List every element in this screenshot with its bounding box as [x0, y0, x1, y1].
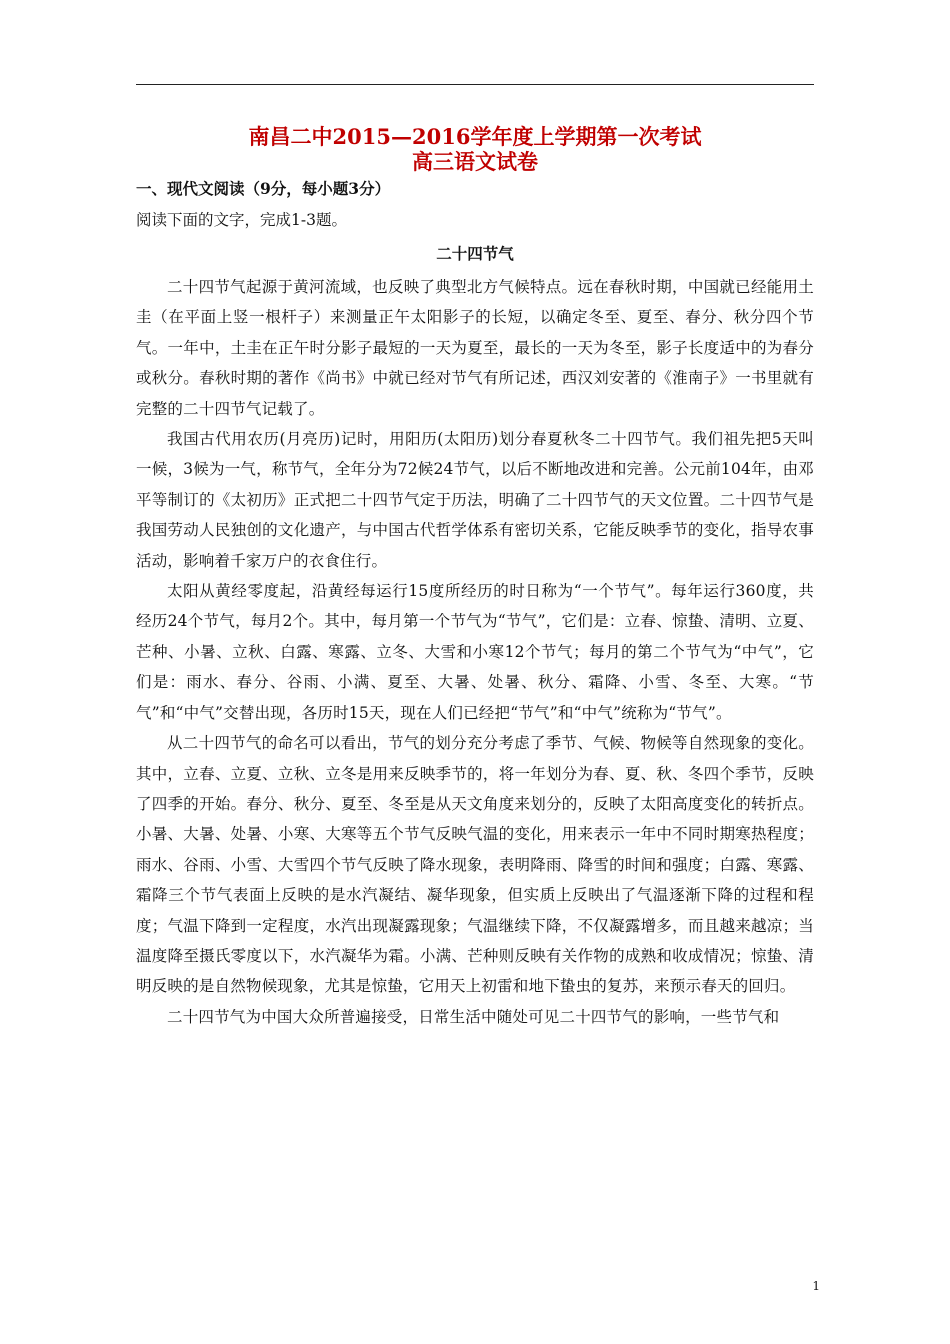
article-paragraph-1: 二十四节气起源于黄河流域，也反映了典型北方气候特点。远在春秋时期，中国就已经能用土圭（在平面上竖一根杆子）来测量正午太阳影子的长短，以确定冬至、夏至、春分、秋分四个节气。一年中，土圭在正午时分影子最短的一天为夏至，最长的一天为冬至，影子长度适中的为春分或秋分。春秋时期的著作《尚书》中就已经对节气有所记述，西汉刘安著的《淮南子》一书里就有完整的二十四节气记载了。 [136, 278, 814, 418]
exam-subtitle: 高三语文试卷 [412, 149, 538, 174]
exam-title: 南昌二中2015—2016学年度上学期第一次考试 [248, 124, 702, 149]
header-rule [136, 84, 814, 85]
page-number: 1 [812, 1279, 820, 1293]
section-heading: 一、现代文阅读（9分，每小题3分） [136, 179, 391, 198]
article-title: 二十四节气 [436, 244, 514, 263]
article-paragraph-4: 从二十四节气的命名可以看出，节气的划分充分考虑了季节、气候、物候等自然现象的变化。其中，立春、立夏、立秋、立冬是用来反映季节的，将一年划分为春、夏、秋、冬四个季节，反映了四季的开始。春分、秋分、夏至、冬至是从天文角度来划分的，反映了太阳高度变化的转折点。小暑、大暑、处暑、小寒、大寒等五个节气反映气温的变化，用来表示一年中不同时期寒热程度；雨水、谷雨、小雪、大雪四个节气反映了降水现象，表明降雨、降雪的时间和强度；白露、寒露、霜降三个节气表面上反映的是水汽凝结、凝华现象，但实质上反映出了气温逐渐下降的过程和程度；气温下降到一定程度，水汽出现凝露现象；气温继续下降，不仅凝露增多，而且越来越凉；当温度降至摄氏零度以下，水汽凝华为霜。小满、芒种则反映有关作物的成熟和收成情况；惊蛰、清明反映的是自然物候现象，尤其是惊蛰，它用天上初雷和地下蛰虫的复苏，来预示春天的回归。 [136, 734, 814, 996]
article-paragraph-5: 二十四节气为中国大众所普遍接受，日常生活中随处可见二十四节气的影响，一些节气和 [167, 1007, 780, 1026]
article-paragraph-3: 太阳从黄经零度起，沿黄经每运行15度所经历的时日称为“一个节气”。每年运行360度，共经历24个节气，每月2个。其中，每月第一个节气为“节气”，它们是：立春、惊蛰、清明、立夏、芒种、小暑、立秋、白露、寒露、立冬、大雪和小寒12个节气；每月的第二个节气为“中气”，它们是：雨水、春分、谷雨、小满、夏至、大暑、处暑、秋分、霜降、小雪、冬至、大寒。“节气”和“中气”交替出现，各历时15天，现在人们已经把“节气”和“中气”统称为“节气”。 [136, 582, 814, 722]
reading-instruction: 阅读下面的文字，完成1-3题。 [136, 211, 347, 229]
article-paragraph-2: 我国古代用农历(月亮历)记时，用阳历(太阳历)划分春夏秋冬二十四节气。我们祖先把5天叫一候，3候为一气，称节气，全年分为72候24节气，以后不断地改进和完善。公元前104年，由邓平等制订的《太初历》正式把二十四节气定于历法，明确了二十四节气的天文位置。二十四节气是我国劳动人民独创的文化遗产，与中国古代哲学体系有密切关系，它能反映季节的变化，指导农事活动，影响着千家万户的衣食住行。 [136, 430, 814, 570]
article-body [136, 272, 814, 1032]
